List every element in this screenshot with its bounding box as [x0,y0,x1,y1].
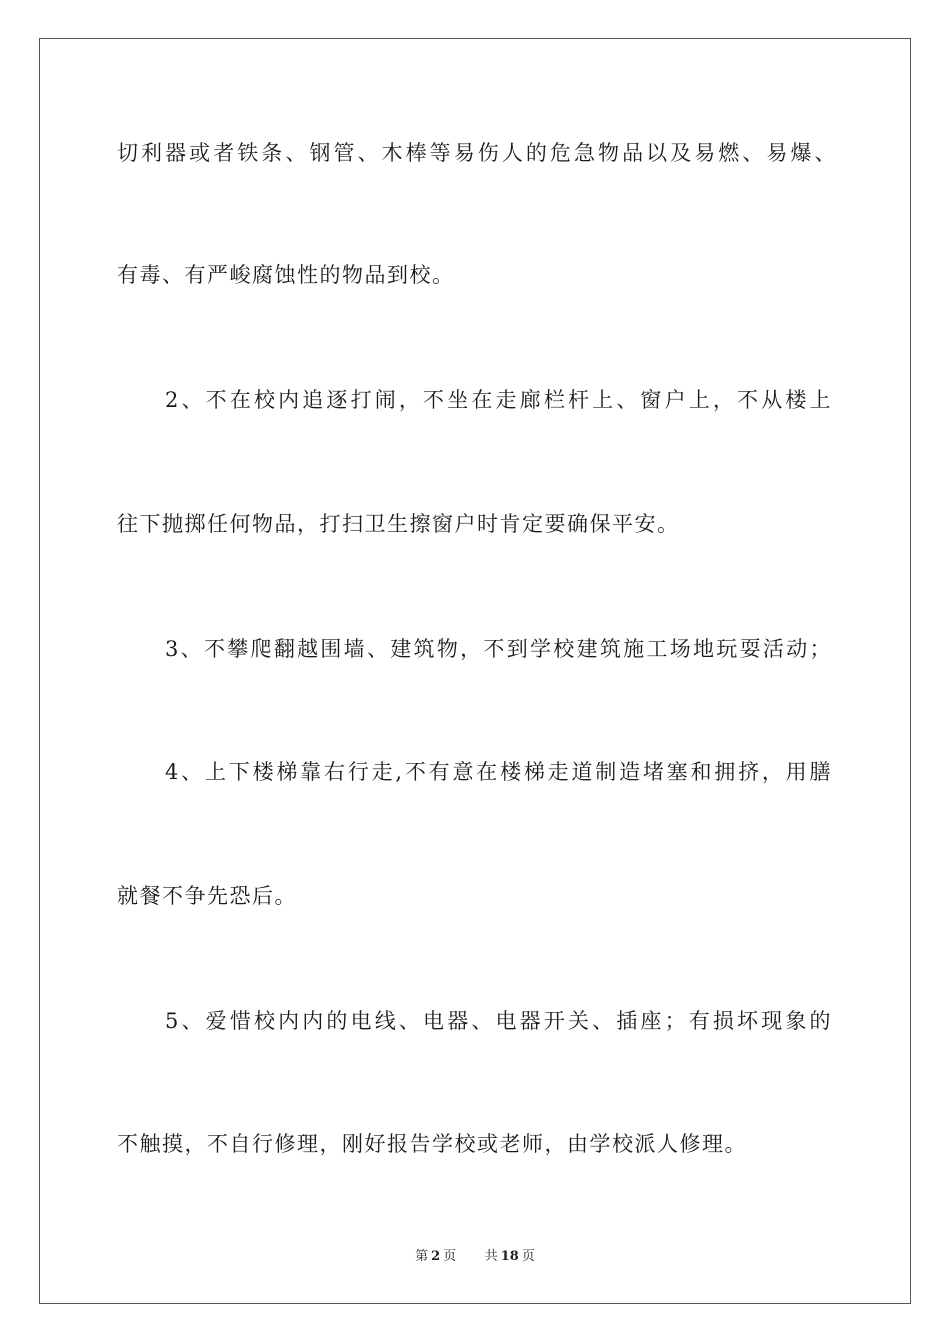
body-line: 往下抛掷任何物品，打扫卫生擦窗户时肯定要确保平安。 [117,512,680,536]
body-line: 4、上下楼梯靠右行走,不有意在楼梯走道制造堵塞和拥挤，用膳 [165,760,832,784]
body-line: 有毒、有严峻腐蚀性的物品到校。 [117,263,455,287]
page-suffix: 页 [443,1249,457,1264]
page-indicator [412,1249,459,1264]
page-prefix: 第 [415,1249,429,1264]
total-indicator [482,1249,538,1264]
body-line: 切利器或者铁条、钢管、木棒等易伤人的危急物品以及易燃、易爆、 [117,141,837,165]
page-footer [0,1248,950,1266]
body-line: 不触摸，不自行修理，刚好报告学校或老师，由学校派人修理。 [117,1132,747,1156]
total-prefix: 共 [484,1249,498,1264]
body-line: 2、不在校内追逐打闹，不坐在走廊栏杆上、窗户上，不从楼上 [165,388,832,412]
body-line: 5、爱惜校内内的电线、电器、电器开关、插座；有损坏现象的 [165,1009,832,1033]
page-number: 2 [431,1249,441,1264]
page-border [39,38,911,1304]
total-pages: 18 [500,1249,519,1264]
body-line: 就餐不争先恐后。 [117,884,297,908]
total-suffix: 页 [521,1249,535,1264]
body-line: 3、不攀爬翻越围墙、建筑物，不到学校建筑施工场地玩耍活动； [165,637,832,661]
